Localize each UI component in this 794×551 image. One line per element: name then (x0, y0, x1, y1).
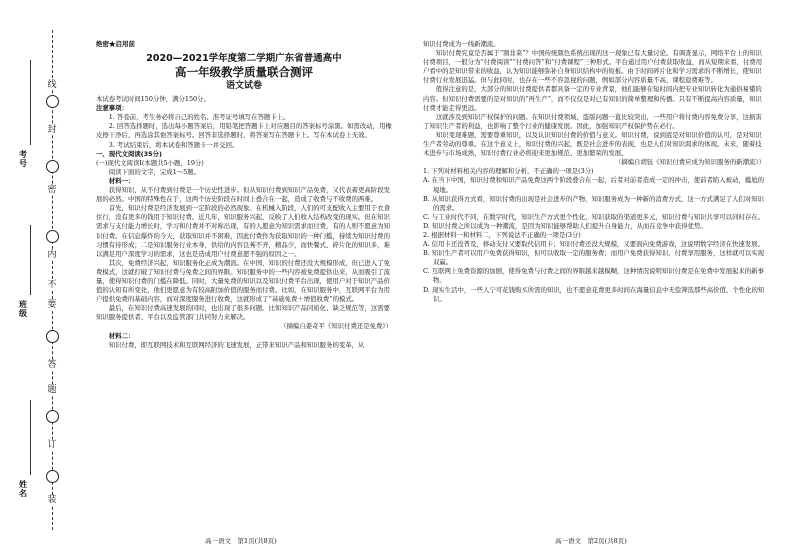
exam-title-line1: 2020—2021学年度第二学期广东省普通高中 (146, 53, 342, 65)
binding-hole (46, 330, 59, 343)
left-column (96, 40, 392, 535)
material-paragraph: 知识付费究竟是否属于“割韭菜”？中国传统颜色系统出现的这一现象已有大量讨论。有调查显示，网络平台上的知识付费项目，一般分为“付费阅读”“付费问答”和“付费课程”三种形式。平台通过用户付费获取收益，而从短期来看，付费用户看中的是知识带来的收益，认为知识能够弥补自身知识结构中的短板。由于时间碎片化和学习需求的不断增长，使知识付费行业发展迅猛。但与此同时，也存在一些不容忽视的问题，例如部分内容质量不高、课程退费难等。 (423, 49, 763, 85)
question-option: A. 在当下中国，知识付费和知识产品免费这两个阶段叠合在一起，后者对前者造成一定的冲击，使前者陷入被动、尴尬的境地。 (423, 176, 764, 194)
binding-hole (46, 160, 59, 173)
reading-instruction: 阅读下面的文字，完成1～5题。 (108, 167, 201, 176)
name-field-label: 姓名 (19, 479, 27, 498)
material-paragraph: 值得注意的是，大部分的知识付费提供者都具备一定的专业背景，他们能够在短时间内把专业知识转化为通俗易懂的内容。但知识付费需要的是对知识的“再生产”，而不仅仅是对已有知识的简单整理和传播。只有不断提高内容质量，知识付费才能走得更远。 (423, 85, 762, 112)
question-stem: 1. 下列对材料相关内容的理解和分析，不正确的一项是(3分) (423, 167, 594, 176)
gutter-mark: 装 (44, 495, 60, 505)
sub-section-heading: (一)现代文阅读Ⅰ(本题共5小题，19分) (96, 158, 204, 167)
question-option: C. 互联网上免费资源的加剧，使得免费与付费之间的界限越来越模糊，这种情况说明知识付费是在免费中发展起来的新事物。 (423, 267, 765, 285)
gutter-mark: 内 (44, 250, 60, 260)
exam-number-field-line[interactable] (30, 60, 31, 145)
note-item: 1. 答卷前，考生务必将自己的姓名、准考证号填写在答题卡上。 (108, 113, 290, 122)
material-paragraph: 最后，在知识付费高速发展的同时，也出现了很多问题。比如知识产品同质化、缺乏规范等，这需要知识服务提供者、平台以及监管部门共同努力来解决。 (96, 304, 390, 322)
question-option: C. 与工业时代不同，在数字时代，知识生产方式更个性化，知识获取的渠道更多元，知识付费与知识共享可以同时存在。 (423, 212, 765, 221)
gutter-mark: 密 (44, 185, 60, 195)
section-heading: 一、现代文阅读(35分) (96, 149, 162, 158)
material-paragraph: 知识付费，即互联网技术和互联网经济的飞速发展，正带来知识产品和知识服务的变革，从 (108, 340, 365, 349)
material-label: 材料二： (108, 331, 135, 340)
material-paragraph: 知识变现难题，需要尊重知识，以及认识知识付费的价值与意义。知识付费，说到底是对知识价值的认可，是对知识生产者劳动的尊重。在这个意义上，知识付费的兴起，既是社会进步的表现，也是人们对知识渴求的体现。未来，随着技术进步与市场成熟，知识付费行业必将迎来更加规范、更加繁荣的发展。 (423, 130, 762, 158)
material-source: （摘编自姜奇平《知识付费还是免费》） (280, 322, 392, 331)
question-option: D. 现实生活中，一些人宁可花钱购买所需的知识，也不愿意花费更多时间在海量信息中无偿筛选那些高价值、个性化的知识。 (423, 285, 765, 303)
secret-label: 绝密★启用前 (96, 40, 135, 48)
gutter-mark: 封 (44, 125, 60, 135)
question-option: D. 知识付费之所以成为一种潮流，是因为知识能够帮助人们提升自身能力，从而在竞争中获得优势。 (423, 221, 707, 230)
exam-number-field-label: 考号 (19, 149, 27, 168)
material-paragraph: 其次，免费经济兴起，知识服务化正成为潮流。在中国，知识的付费还没大规模形成，但已进入了免费模式，这就打破了知识付费与免费之间的界限。知识服务中的一些内容被免费提供出来，从而吸引了流量，使得知识付费的门槛在降低。同时，大量免费的知识以及知识付费平台出现，使用户对于知识产品价值的认知有所变化，他们更愿意为有较高附加价值的服务而付费。比如，在知识服务中，互联网平台为用户提供免费的基础内容，而对深度服务进行收费，这就形成了“基础免费＋增值收费”的模式。 (96, 258, 390, 304)
name-field-line[interactable] (30, 400, 31, 475)
binding-hole (46, 470, 59, 483)
gutter-mark: 不 (44, 280, 60, 290)
note-item: 3. 考试结束后，将本试卷和答题卡一并交回。 (108, 140, 239, 149)
note-item: 2. 回答选择题时，选出每小题答案后，用铅笔把答题卡上对应题目的答案标号涂黑。如需改动，用橡皮擦干净后，再选涂其他答案标号。回答非选择题时，将答案写在答题卡上。写在本试卷上无效。 (96, 122, 392, 140)
binding-hole (46, 230, 59, 243)
material-paragraph: 获得知识，从不付费到付费是一个历史性进步。但从知识付费到知识产品免费，又代表着更高阶段发展的必然。中国的特殊性在于，这两个历史阶段在时间上叠合在一起，造成了收费与不收费的两难。 (96, 186, 390, 204)
notes-heading: 注意事项： (96, 104, 128, 113)
right-column (423, 40, 765, 535)
page-footer-left: 高一语文 第1页(共8页) (205, 537, 277, 545)
gutter-mark: 要 (44, 300, 60, 310)
exam-info: 本试卷考试时间150分钟，满分150分。 (96, 95, 210, 104)
binding-gutter (0, 0, 100, 551)
class-field-label: 班级 (19, 299, 27, 318)
gutter-mark: 订 (44, 440, 60, 450)
material-paragraph: 知识付费成为一线新潮流。 (423, 40, 500, 48)
question-option: B. 从知识获得方式看，知识付费的出现是社会进步的产物，知识服务成为一种新的消费方式，这一方式满足了人们对知识的需求。 (423, 194, 765, 212)
material-paragraph: 首先，知识付费是经济发展到一定阶段的必然现象。在机械入阶段，人们的可支配收入主要用于衣食住行，没有更多的钱用于知识付费。近几年，知识服务兴起，反映了人们收入结构改变的现实。但在知识需求与支付能力增长时，学习和付费并不对称出现，有的人愿意为知识需求而付费，有的人则不愿意为知识付费。在信息爆炸的今天，获取知识并不困难，因此付费作为获取知识的一种门槛，持续为知识付费的习惯有待形成；二是知识服务行业本身，供给的内容良莠不齐，精品少，而快餐式、碎片化的知识多，难以满足用户深度学习的需求，这也是造成用户付费意愿不强的原因之一。 (96, 204, 390, 258)
question-option: A. 信用卡还没普及，移动支付又要取代信用卡；知识付费还没大规模，又要面向免费游戏，这说明数字经济在快速发展。 (423, 240, 764, 249)
gutter-mark: 题 (44, 385, 60, 395)
binding-hole (46, 95, 59, 108)
gutter-mark: 答 (44, 360, 60, 370)
class-field-line[interactable] (30, 225, 31, 295)
material-source: （摘编自胡钰《知识付费应成为知识服务的新潮流》） (614, 158, 765, 167)
exam-subject-title: 语文试卷 (225, 81, 262, 92)
page-footer-right: 高一语文 第2页(共8页) (555, 537, 627, 545)
binding-hole (46, 410, 59, 423)
exam-title-line2: 高一年级教学质量联合测评 (175, 65, 313, 80)
material-paragraph: 这就涉及到知识产权保护的问题。在知识付费领域，盗版问题一直比较突出，一些用户将付费内容免费分享，这损害了知识生产者的利益，也影响了整个行业的健康发展。因此，加强知识产权保护势在必行。 (423, 112, 762, 130)
gutter-mark: 线 (44, 80, 60, 90)
question-option: B. 知识生产者可以用户免费获得知识，但可以收取一定的服务费；而用户免费获得知识，付费享用服务，这样就可以实现双赢。 (423, 249, 765, 267)
material-label: 材料一： (108, 176, 135, 185)
question-stem: 2. 根据材料一和材料二，下列说法不正确的一项是(3分) (423, 230, 581, 239)
